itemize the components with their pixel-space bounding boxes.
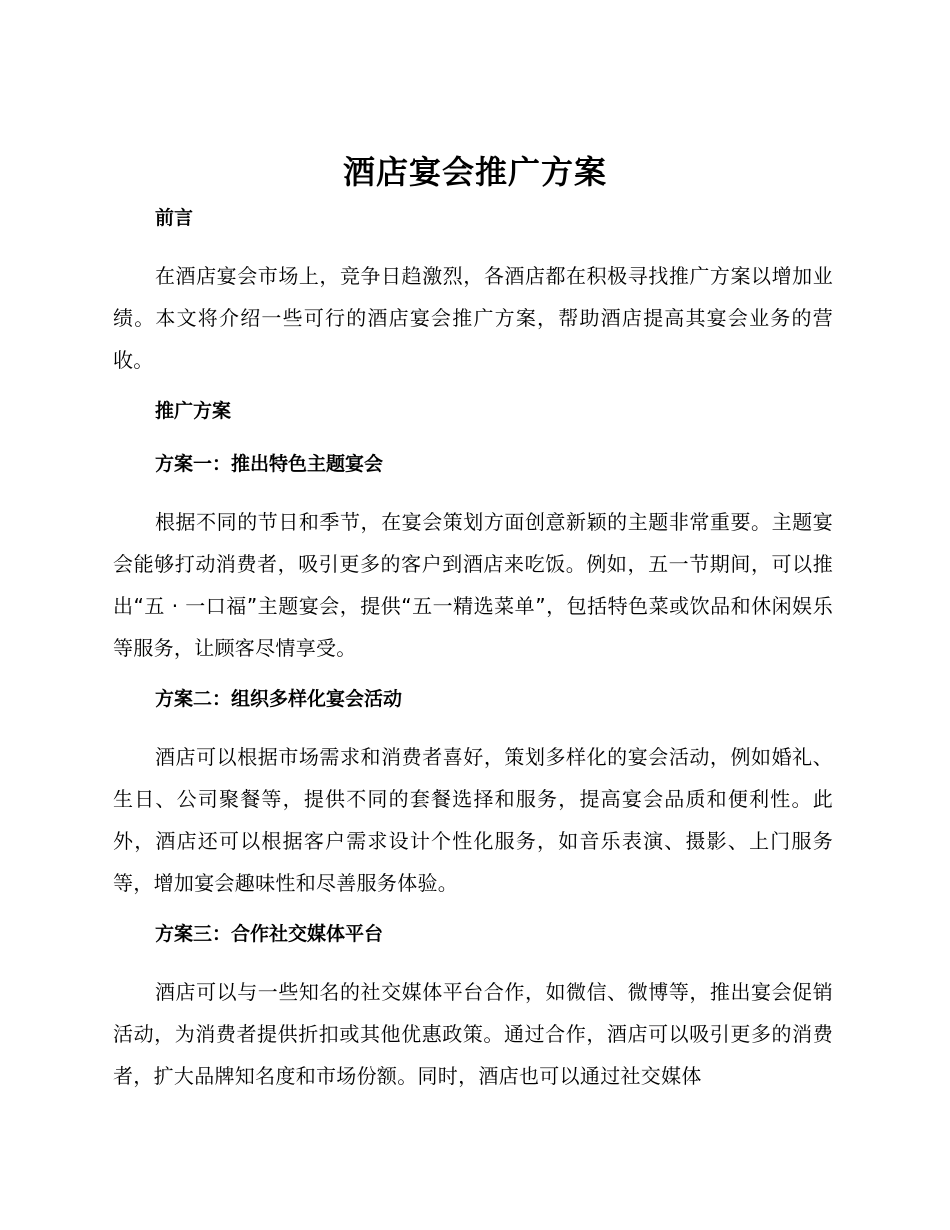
paragraph-plan-two: 酒店可以根据市场需求和消费者喜好，策划多样化的宴会活动，例如婚礼、生日、公司聚餐等，提供不同的套餐选择和服务，提高宴会品质和便利性。此外，酒店还可以根据客户需求设计个性化服务，如音乐表演、摄影、上门服务等，增加宴会趣味性和尽善服务体验。: [113, 745, 833, 895]
document-title: 酒店宴会推广方案: [342, 153, 607, 191]
section-heading-promotion-plans: 推广方案: [155, 400, 232, 422]
section-heading-plan-three: 方案三：合作社交媒体平台: [155, 923, 384, 945]
section-heading-plan-two: 方案二：组织多样化宴会活动: [155, 688, 403, 710]
paragraph-preface: 在酒店宴会市场上，竞争日趋激烈，各酒店都在积极寻找推广方案以增加业绩。本文将介绍一些可行的酒店宴会推广方案，帮助酒店提高其宴会业务的营收。: [113, 264, 833, 372]
section-heading-preface: 前言: [155, 207, 194, 229]
section-heading-plan-one: 方案一：推出特色主题宴会: [155, 453, 384, 475]
paragraph-plan-three: 酒店可以与一些知名的社交媒体平台合作，如微信、微博等，推出宴会促销活动，为消费者提供折扣或其他优惠政策。通过合作，酒店可以吸引更多的消费者，扩大品牌知名度和市场份额。同时，酒店也可以通过社交媒体: [113, 980, 833, 1088]
document-body: [113, 202, 833, 1111]
paragraph-plan-one: 根据不同的节日和季节，在宴会策划方面创意新颖的主题非常重要。主题宴会能够打动消费者，吸引更多的客户到酒店来吃饭。例如，五一节期间，可以推出“五 · 一口福”主题宴会，提供“五一精选菜单”，包括特色菜或饮品和休闲娱乐等服务，让顾客尽情享受。: [113, 510, 833, 660]
